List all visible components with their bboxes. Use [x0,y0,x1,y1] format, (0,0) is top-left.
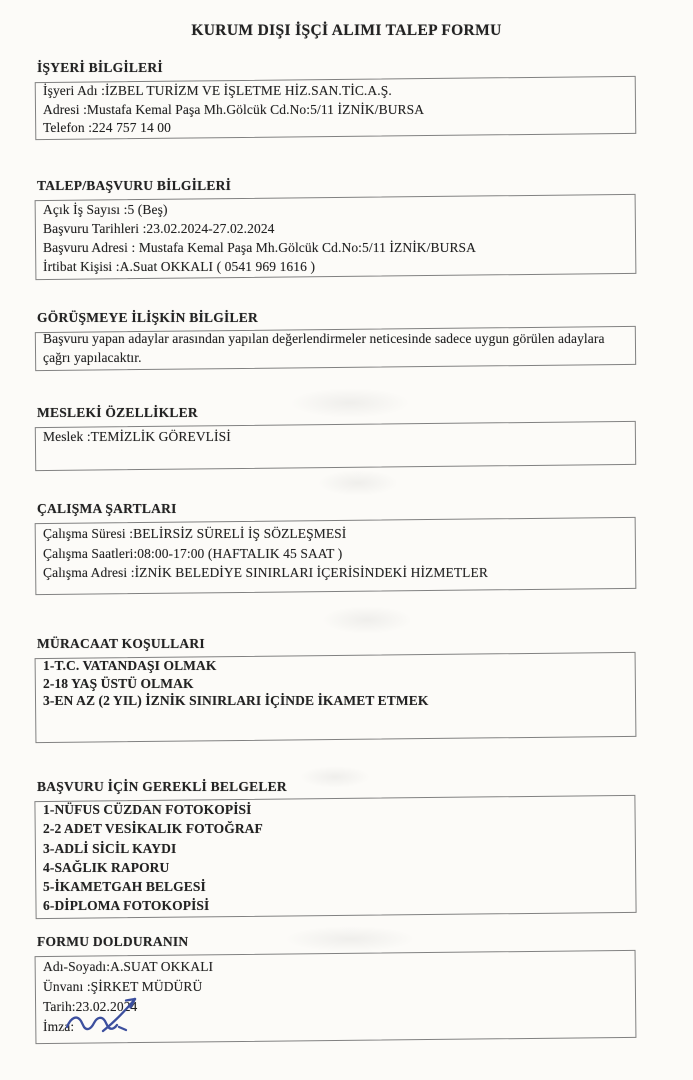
section-box [35,798,636,916]
section-request-application-info [35,179,636,277]
field-line: İmza: [43,1019,75,1034]
section-header: GÖRÜŞMEYE İLİŞKİN BİLGİLER [37,310,259,325]
document-item: 4-SAĞLIK RAPORU [43,859,170,875]
field-line: Çalışma Süresi :BELİRSİZ SÜRELİ İŞ SÖZLEŞMESİ [43,526,347,541]
requirement-item: 2-18 YAŞ ÜSTÜ OLMAK [43,675,194,691]
section-header: FORMU DOLDURANIN [37,934,189,949]
field-line: Meslek :TEMİZLİK GÖREVLİSİ [43,429,231,444]
document-item: 5-İKAMETGAH BELGESİ [43,879,206,895]
document-item: 2-2 ADET VESİKALIK FOTOĞRAF [43,821,263,837]
section-header: MESLEKİ ÖZELLİKLER [37,405,198,420]
document-item: 3-ADLİ SİCİL KAYDI [43,840,177,856]
field-line: Çalışma Saatleri:08:00-17:00 (HAFTALIK 45 SAAT ) [43,545,343,561]
field-line: Adresi :Mustafa Kemal Paşa Mh.Gölcük Cd.No:5/11 İZNİK/BURSA [43,101,425,117]
document-item: 1-NÜFUS CÜZDAN FOTOKOPİSİ [43,802,252,817]
section-box [35,655,636,740]
section-application-requirements [35,637,636,740]
section-header: ÇALIŞMA ŞARTLARI [37,501,177,516]
section-workplace-info [35,61,636,137]
section-box [35,79,636,137]
section-header: TALEP/BAŞVURU BİLGİLERİ [37,178,232,193]
document-item: 6-DİPLOMA FOTOKOPİSİ [43,898,210,914]
form-title: KURUM DIŞI İŞÇİ ALIMI TALEP FORMU [191,22,502,39]
section-required-documents [35,780,636,916]
section-box [35,329,636,368]
scan-artifact [318,470,398,496]
field-line: Adı-Soyadı:A.SUAT OKKALI [43,959,214,974]
section-box [35,197,636,277]
section-box [35,953,636,1041]
field-line: Çalışma Adresi :İZNİK BELEDİYE SINIRLARI İÇERİSİNDEKİ HİZMETLER [43,565,488,580]
field-line: Açık İş Sayısı :5 (Beş) [43,202,168,217]
section-box [35,424,636,468]
field-line: İrtibat Kişisi :A.Suat OKKALI ( 0541 969 1616 ) [43,259,316,274]
field-line: Ünvanı :ŞİRKET MÜDÜRÜ [43,979,203,994]
scan-artifact [322,606,412,634]
field-line: İşyeri Adı :İZBEL TURİZM VE İŞLETME HİZ.SAN.TİC.A.Ş. [43,83,392,98]
section-occupational-qualifications [35,406,636,468]
field-line: Başvuru yapan adaylar arasından yapılan değerlendirmeler neticesinde sadece uygun görülen adaylara çağrı yapılacaktır. [43,331,605,365]
field-line: Başvuru Tarihleri :23.02.2024-27.02.2024 [43,221,275,236]
section-header: İŞYERİ BİLGİLERİ [37,60,163,75]
requirement-item: 1-T.C. VATANDAŞI OLMAK [43,658,217,673]
section-working-conditions [35,502,636,592]
field-line: Telefon :224 757 14 00 [43,120,171,135]
section-form-filler [35,935,636,1041]
section-header: MÜRACAAT KOŞULLARI [37,636,205,651]
field-line: Tarih:23.02.2024 [43,999,138,1014]
section-interview-info [35,311,636,368]
requirement-item: 3-EN AZ (2 YIL) İZNİK SINIRLARI İÇİNDE İKAMET ETMEK [43,693,429,708]
field-line: Başvuru Adresi : Mustafa Kemal Paşa Mh.Gölcük Cd.No:5/11 İZNİK/BURSA [43,240,477,255]
section-header: BAŞVURU İÇİN GEREKLİ BELGELER [37,779,287,794]
section-box [35,520,636,592]
